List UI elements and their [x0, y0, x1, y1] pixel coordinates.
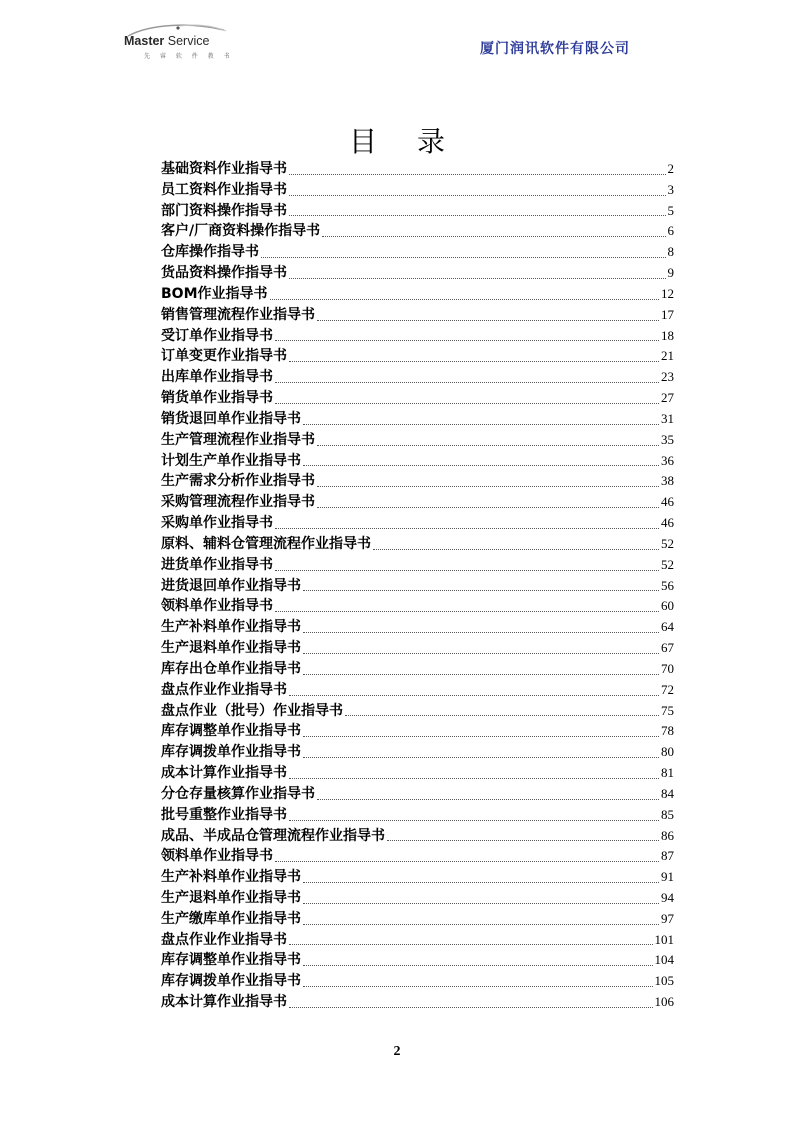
toc-entry[interactable] — [161, 992, 674, 1013]
toc-entry-label[interactable]: 销货退回单作业指导书 — [161, 410, 301, 427]
toc-leader-dots — [373, 548, 659, 550]
toc-entry-page[interactable]: 12 — [661, 285, 674, 301]
toc-entry-page[interactable]: 46 — [661, 515, 674, 531]
toc-leader-dots — [303, 756, 659, 758]
toc-leader-dots — [275, 527, 659, 529]
toc-entry[interactable] — [161, 930, 674, 951]
toc-entry-page[interactable]: 6 — [667, 223, 674, 239]
toc-leader-dots — [303, 902, 659, 904]
toc-leader-dots — [303, 423, 659, 425]
toc-entry-page[interactable]: 84 — [661, 785, 674, 801]
company-logo — [120, 22, 232, 62]
toc-entry-page[interactable]: 75 — [661, 702, 674, 718]
toc-entry[interactable] — [161, 305, 674, 326]
toc-entry-label[interactable]: 仓库操作指导书 — [161, 244, 259, 261]
toc-leader-dots — [289, 194, 666, 196]
toc-entry[interactable] — [161, 513, 674, 534]
toc-entry-page[interactable]: 94 — [661, 889, 674, 905]
toc-entry-label[interactable]: 库存调整单作业指导书 — [161, 952, 301, 969]
toc-entry-page[interactable]: 8 — [667, 244, 674, 260]
toc-entry-label[interactable]: 成本计算作业指导书 — [161, 994, 287, 1011]
toc-entry-label[interactable]: 客户/厂商资料操作指导书 — [161, 223, 321, 240]
toc-entry[interactable] — [161, 221, 674, 242]
toc-entry[interactable] — [161, 971, 674, 992]
toc-leader-dots — [275, 402, 659, 404]
toc-entry-label[interactable]: 销售管理流程作业指导书 — [161, 306, 315, 323]
toc-entry-page[interactable]: 35 — [661, 431, 674, 447]
toc-entry-page[interactable]: 78 — [661, 723, 674, 739]
toc-entry-label[interactable]: 进货退回单作业指导书 — [161, 577, 301, 594]
toc-entry-label[interactable]: 库存出仓单作业指导书 — [161, 660, 301, 677]
toc-leader-dots — [289, 360, 659, 362]
toc-entry[interactable] — [161, 826, 674, 847]
toc-leader-dots — [289, 694, 659, 696]
logo-subtext: 先 睿 软 件 教 书 — [144, 53, 234, 60]
toc-entry-page[interactable]: 104 — [654, 952, 674, 968]
toc-leader-dots — [275, 569, 659, 571]
toc-entry[interactable] — [161, 326, 674, 347]
toc-entry-label[interactable]: 库存调拨单作业指导书 — [161, 973, 301, 990]
toc-leader-dots — [275, 339, 659, 341]
toc-entry[interactable] — [161, 201, 674, 222]
toc-entry-page[interactable]: 106 — [654, 994, 674, 1010]
toc-entry-label[interactable]: 订单变更作业指导书 — [161, 348, 287, 365]
toc-entry[interactable] — [161, 534, 674, 555]
toc-entry[interactable] — [161, 721, 674, 742]
toc-entry[interactable] — [161, 159, 674, 180]
toc-entry-page[interactable]: 80 — [661, 744, 674, 760]
table-of-contents — [161, 159, 674, 1013]
toc-entry[interactable] — [161, 846, 674, 867]
toc-entry-label[interactable]: 库存调拨单作业指导书 — [161, 744, 301, 761]
toc-entry-label[interactable]: 采购管理流程作业指导书 — [161, 494, 315, 511]
toc-entry[interactable] — [161, 180, 674, 201]
toc-entry-page[interactable]: 46 — [661, 494, 674, 510]
toc-entry-label[interactable]: 库存调整单作业指导书 — [161, 723, 301, 740]
toc-entry-label[interactable]: 生产缴库单作业指导书 — [161, 910, 301, 927]
toc-entry[interactable] — [161, 763, 674, 784]
toc-entry[interactable] — [161, 242, 674, 263]
toc-entry-label[interactable]: BOM作业指导书 — [161, 285, 268, 302]
toc-entry-label[interactable]: 盘点作业作业指导书 — [161, 681, 287, 698]
toc-leader-dots — [303, 735, 659, 737]
toc-entry-page[interactable]: 81 — [661, 765, 674, 781]
toc-entry-label[interactable]: 基础资料作业指导书 — [161, 161, 287, 177]
toc-entry-page[interactable]: 72 — [661, 681, 674, 697]
toc-entry[interactable] — [161, 742, 674, 763]
toc-entry[interactable] — [161, 555, 674, 576]
toc-leader-dots — [322, 235, 665, 237]
toc-entry-page[interactable]: 31 — [661, 410, 674, 426]
toc-entry-label[interactable]: 生产管理流程作业指导书 — [161, 431, 315, 448]
toc-entry-page[interactable]: 85 — [661, 806, 674, 822]
toc-entry[interactable] — [161, 346, 674, 367]
toc-leader-dots — [303, 985, 653, 987]
toc-entry-label[interactable]: 成本计算作业指导书 — [161, 765, 287, 782]
toc-entry-page[interactable]: 105 — [654, 973, 674, 989]
toc-leader-dots — [303, 964, 653, 966]
toc-title: 目录 — [348, 125, 485, 158]
toc-entry[interactable] — [161, 805, 674, 826]
toc-entry-page[interactable]: 9 — [667, 265, 674, 281]
toc-entry[interactable] — [161, 451, 674, 472]
toc-entry-page[interactable]: 17 — [661, 306, 674, 322]
toc-leader-dots — [303, 923, 659, 925]
page-number: 2 — [393, 1044, 401, 1059]
toc-entry-page[interactable]: 86 — [661, 827, 674, 843]
toc-entry-label[interactable]: 计划生产单作业指导书 — [161, 452, 301, 469]
toc-leader-dots — [289, 214, 666, 216]
toc-leader-dots — [387, 839, 659, 841]
toc-entry[interactable] — [161, 596, 674, 617]
toc-entry-page[interactable]: 97 — [661, 910, 674, 926]
toc-entry-page[interactable]: 87 — [661, 848, 674, 864]
toc-entry-page[interactable]: 101 — [654, 931, 674, 947]
toc-entry-page[interactable]: 91 — [661, 869, 674, 885]
toc-entry-page[interactable]: 36 — [661, 452, 674, 468]
toc-leader-dots — [275, 860, 659, 862]
toc-leader-dots — [317, 506, 659, 508]
toc-entry[interactable] — [161, 638, 674, 659]
toc-entry-page[interactable]: 18 — [661, 327, 674, 343]
toc-entry-page[interactable]: 5 — [667, 202, 674, 218]
toc-leader-dots — [317, 798, 659, 800]
toc-entry-label[interactable]: 领料单作业指导书 — [161, 848, 273, 865]
toc-entry-page[interactable]: 21 — [661, 348, 674, 364]
toc-leader-dots — [303, 673, 659, 675]
toc-entry-label[interactable]: 盘点作业（批号）作业指导书 — [161, 702, 343, 719]
toc-entry-label[interactable]: 出库单作业指导书 — [161, 369, 273, 386]
toc-leader-dots — [345, 714, 659, 716]
toc-entry-page[interactable]: 2 — [667, 161, 674, 176]
toc-entry-label[interactable]: 原料、辅料仓管理流程作业指导书 — [161, 535, 371, 552]
toc-entry-label[interactable]: 进货单作业指导书 — [161, 556, 273, 573]
logo-text: Master Service — [124, 34, 210, 48]
toc-entry[interactable] — [161, 701, 674, 722]
toc-entry[interactable] — [161, 430, 674, 451]
toc-entry-page[interactable]: 67 — [661, 640, 674, 656]
toc-entry-label[interactable]: 销货单作业指导书 — [161, 390, 273, 407]
toc-entry[interactable] — [161, 680, 674, 701]
toc-entry[interactable] — [161, 492, 674, 513]
toc-entry-page[interactable]: 56 — [661, 577, 674, 593]
toc-leader-dots — [289, 173, 666, 175]
toc-entry-page[interactable]: 3 — [667, 181, 674, 197]
toc-entry-page[interactable]: 38 — [661, 473, 674, 489]
toc-entry[interactable] — [161, 867, 674, 888]
toc-entry-label[interactable]: 生产退料单作业指导书 — [161, 640, 301, 657]
toc-entry-label[interactable]: 批号重整作业指导书 — [161, 806, 287, 823]
toc-entry-page[interactable]: 52 — [661, 535, 674, 551]
toc-entry[interactable] — [161, 784, 674, 805]
toc-entry[interactable] — [161, 409, 674, 430]
toc-leader-dots — [317, 444, 659, 446]
toc-entry-label[interactable]: 部门资料操作指导书 — [161, 202, 287, 219]
toc-entry-label[interactable]: 员工资料作业指导书 — [161, 181, 287, 198]
toc-leader-dots — [289, 819, 659, 821]
toc-entry[interactable] — [161, 659, 674, 680]
toc-leader-dots — [289, 777, 659, 779]
toc-entry-label[interactable]: 盘点作业作业指导书 — [161, 931, 287, 948]
toc-entry[interactable] — [161, 617, 674, 638]
toc-leader-dots — [270, 298, 659, 300]
toc-leader-dots — [303, 464, 659, 466]
toc-leader-dots — [289, 943, 653, 945]
toc-entry-label[interactable]: 生产退料单作业指导书 — [161, 889, 301, 906]
toc-entry-label[interactable]: 生产补料单作业指导书 — [161, 869, 301, 886]
toc-leader-dots — [289, 277, 666, 279]
toc-entry[interactable] — [161, 576, 674, 597]
toc-entry-page[interactable]: 60 — [661, 598, 674, 614]
toc-entry[interactable] — [161, 388, 674, 409]
toc-entry-label[interactable]: 分仓存量核算作业指导书 — [161, 785, 315, 802]
toc-entry[interactable] — [161, 471, 674, 492]
toc-entry-label[interactable]: 生产补料单作业指导书 — [161, 619, 301, 636]
toc-leader-dots — [303, 652, 659, 654]
toc-leader-dots — [317, 319, 659, 321]
toc-entry[interactable] — [161, 367, 674, 388]
toc-leader-dots — [261, 256, 666, 258]
toc-leader-dots — [275, 610, 659, 612]
toc-leader-dots — [303, 589, 659, 591]
toc-entry-page[interactable]: 70 — [661, 660, 674, 676]
toc-entry-page[interactable]: 52 — [661, 556, 674, 572]
toc-leader-dots — [317, 485, 659, 487]
toc-leader-dots — [303, 881, 659, 883]
toc-entry[interactable] — [161, 909, 674, 930]
toc-leader-dots — [289, 1006, 653, 1008]
toc-entry[interactable] — [161, 263, 674, 284]
toc-entry-page[interactable]: 27 — [661, 390, 674, 406]
toc-entry-page[interactable]: 64 — [661, 619, 674, 635]
toc-entry[interactable] — [161, 950, 674, 971]
toc-leader-dots — [303, 631, 659, 633]
toc-entry-label[interactable]: 领料单作业指导书 — [161, 598, 273, 615]
toc-entry-label[interactable]: 采购单作业指导书 — [161, 515, 273, 532]
toc-entry-label[interactable]: 受订单作业指导书 — [161, 327, 273, 344]
toc-entry-label[interactable]: 生产需求分析作业指导书 — [161, 473, 315, 490]
toc-entry-label[interactable]: 成品、半成品仓管理流程作业指导书 — [161, 827, 385, 844]
toc-entry-label[interactable]: 货品资料操作指导书 — [161, 265, 287, 282]
toc-entry[interactable] — [161, 888, 674, 909]
toc-entry-page[interactable]: 23 — [661, 369, 674, 385]
toc-leader-dots — [275, 381, 659, 383]
toc-entry[interactable] — [161, 284, 674, 305]
company-name: 厦门润讯软件有限公司 — [480, 41, 630, 57]
